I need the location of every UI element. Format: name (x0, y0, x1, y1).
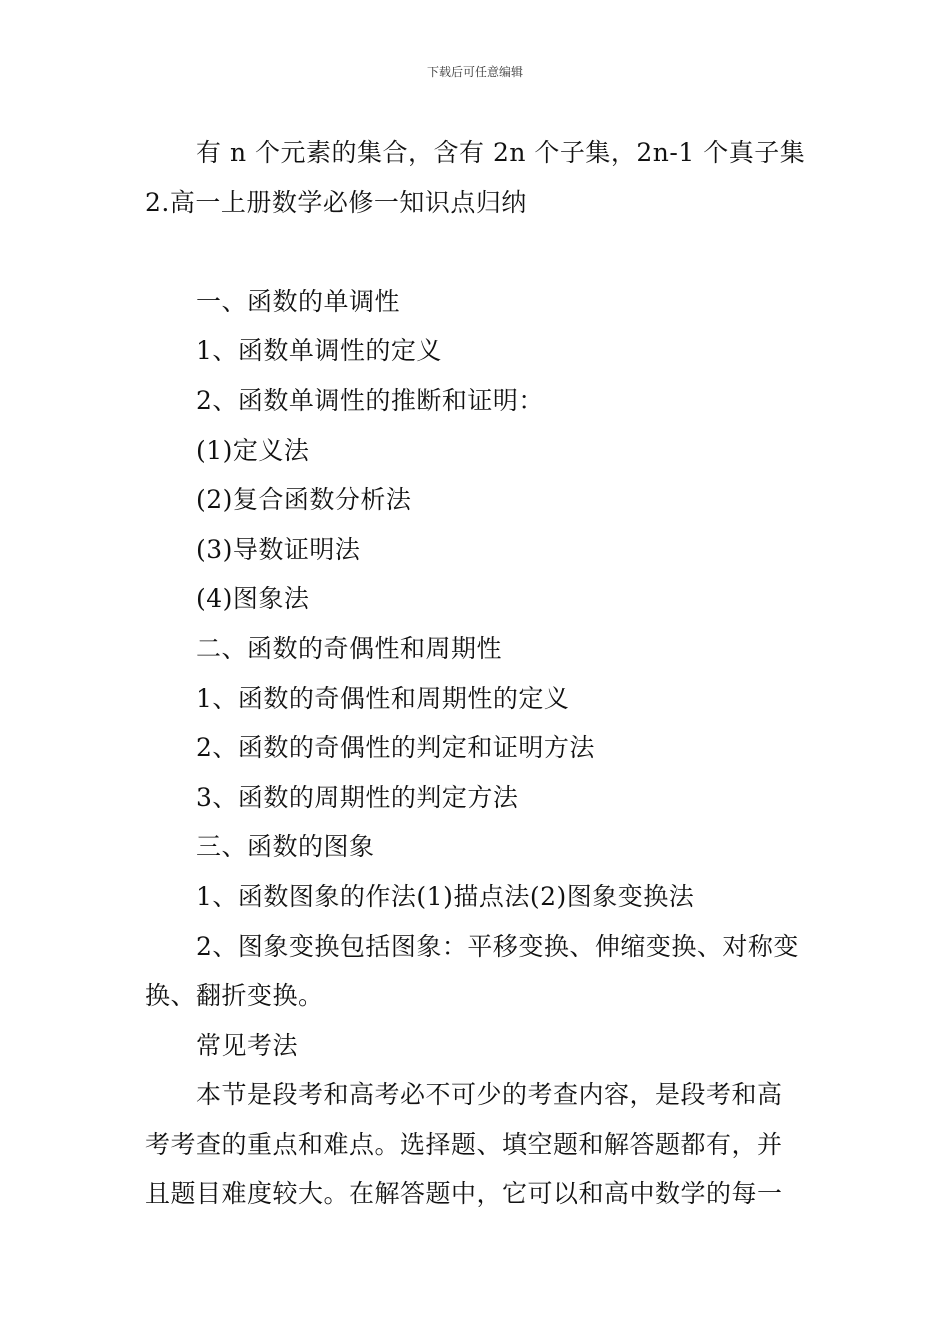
section-heading: 2.高一上册数学必修一知识点归纳 (145, 187, 527, 217)
text-line: 换、翻折变换。 (145, 981, 324, 1011)
blank-line (145, 227, 810, 277)
text-line: (1)定义法 (196, 435, 310, 465)
section-heading: 三、函数的图象 (196, 832, 375, 862)
text-line: (3)导数证明法 (196, 534, 361, 564)
text-line: (2)复合函数分析法 (196, 485, 412, 515)
paragraph-line: 且题目难度较大。在解答题中，它可以和高中数学的每一 (145, 1179, 783, 1209)
paragraph-line: 本节是段考和高考必不可少的考查内容，是段考和高 (196, 1080, 783, 1110)
page-header: 下载后可任意编辑 (426, 65, 523, 79)
text-line: 1、函数图象的作法(1)描点法(2)图象变换法 (196, 881, 695, 911)
paragraph-line: 考考查的重点和难点。选择题、填空题和解答题都有，并 (145, 1129, 783, 1159)
text-line: 2、函数单调性的推断和证明： (196, 385, 544, 415)
text-line: 1、函数单调性的定义 (196, 336, 442, 366)
text-line: (4)图象法 (196, 584, 310, 614)
section-heading: 一、函数的单调性 (196, 286, 401, 316)
text-line: 2、函数的奇偶性的判定和证明方法 (196, 733, 595, 763)
section-heading: 二、函数的奇偶性和周期性 (196, 633, 503, 663)
document-body (145, 128, 810, 1219)
text-line: 3、函数的周期性的判定方法 (196, 782, 519, 812)
section-heading: 常见考法 (196, 1030, 299, 1060)
text-line: 2、图象变换包括图象：平移变换、伸缩变换、对称变 (196, 931, 799, 961)
text-line: 1、函数的奇偶性和周期性的定义 (196, 683, 570, 713)
text-line: 有 n 个元素的集合，含有 2n 个子集，2n-1 个真子集 (196, 138, 806, 167)
